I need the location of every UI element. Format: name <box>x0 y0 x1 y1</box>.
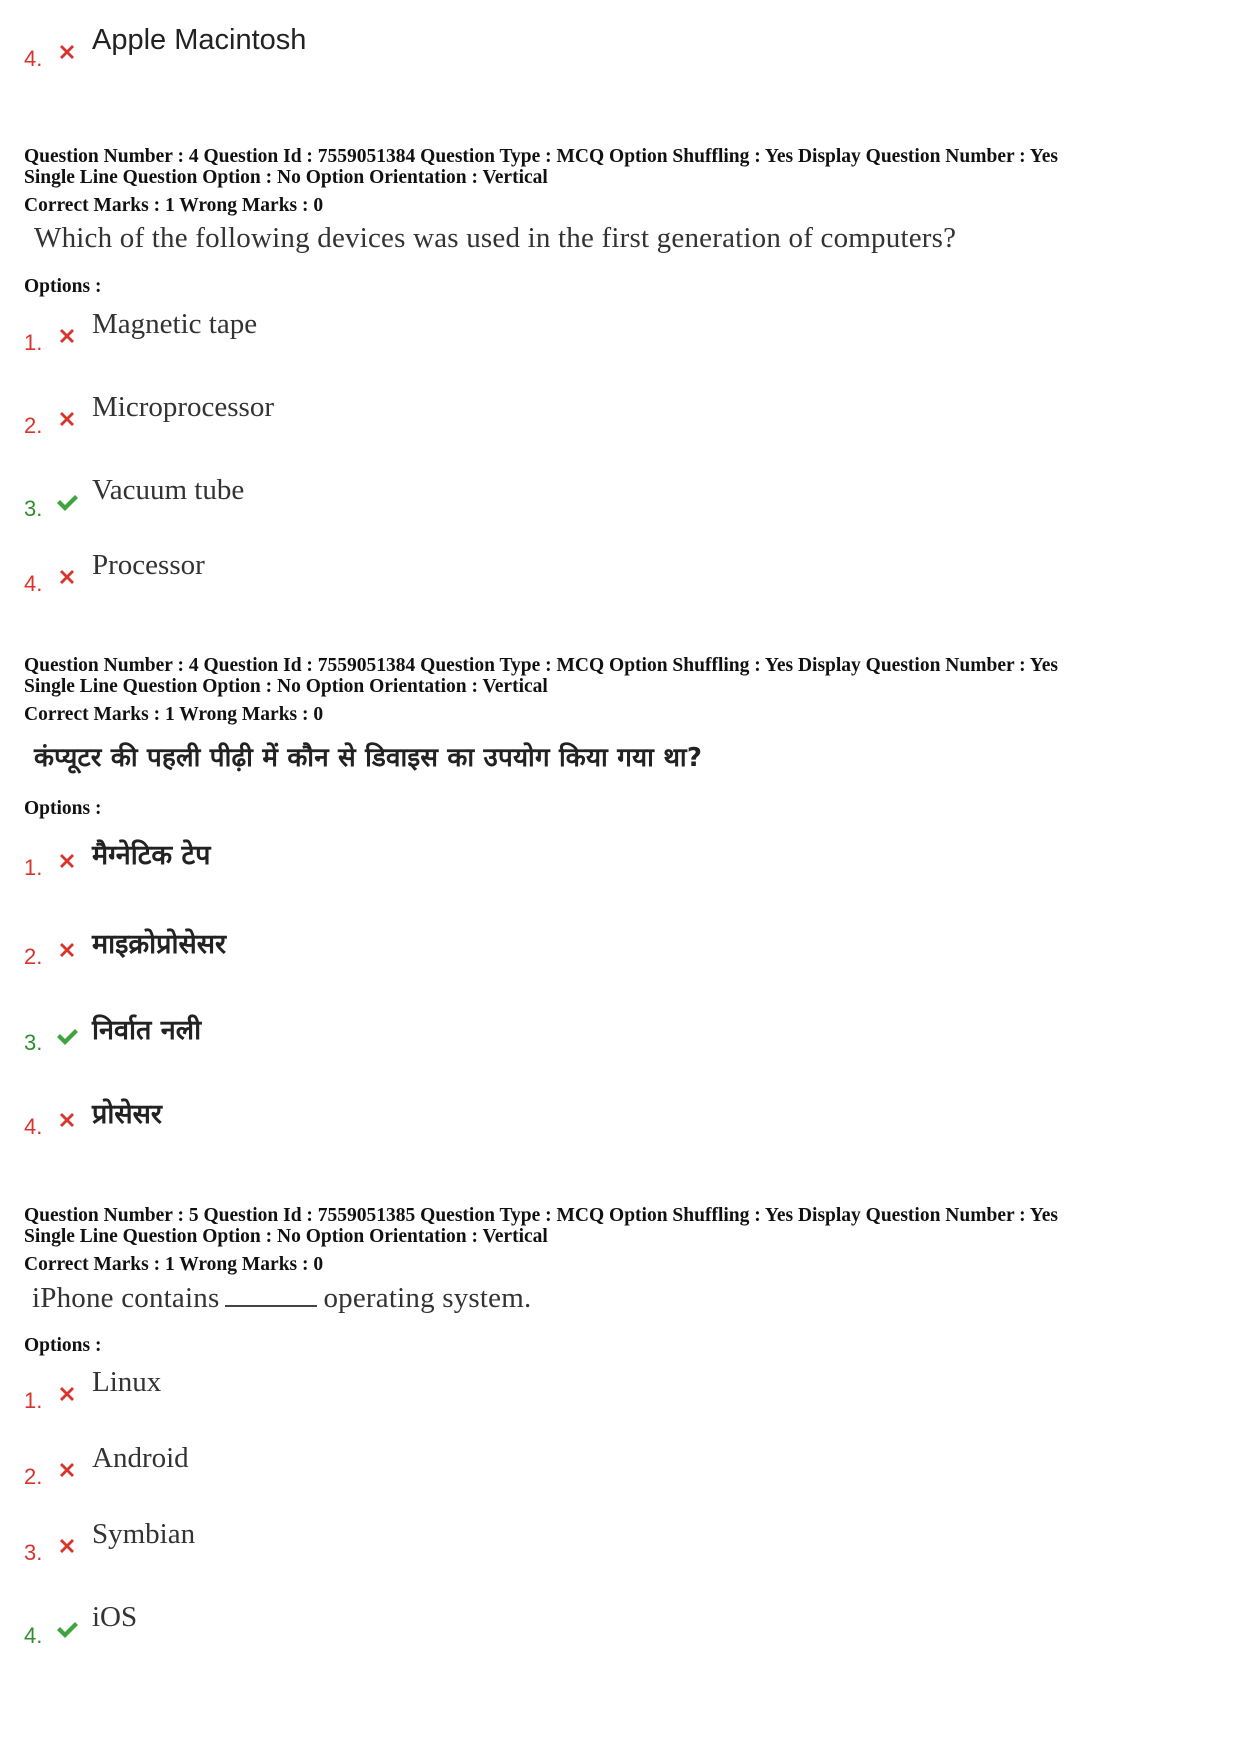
option-text: Processor <box>92 549 205 581</box>
option-number: 4. <box>24 1623 43 1648</box>
option-text: Android <box>92 1442 189 1474</box>
options-label: Options : <box>24 798 102 819</box>
option-text: प्रोसेसर <box>92 1099 162 1130</box>
check-icon <box>55 490 79 514</box>
option-text: Magnetic tape <box>92 308 258 340</box>
option-item <box>24 474 1024 528</box>
option-number: 4. <box>24 1114 43 1139</box>
option-number: 1. <box>24 855 43 880</box>
question-text <box>32 1282 531 1315</box>
question-text-before-blank: iPhone contains <box>32 1282 220 1314</box>
options-label: Options : <box>24 1335 102 1356</box>
option-item <box>24 840 1024 887</box>
option-number: 2. <box>24 1464 43 1489</box>
option-text: Apple Macintosh <box>92 24 307 56</box>
option-item <box>24 1442 1024 1496</box>
cross-icon <box>55 849 79 873</box>
option-item <box>24 1518 1024 1572</box>
option-text: iOS <box>92 1601 138 1633</box>
question-meta-line-2: Single Line Question Option : No Option Orientation : Vertical <box>24 676 548 697</box>
cross-icon <box>55 40 79 64</box>
cross-icon <box>55 938 79 962</box>
option-item <box>24 24 1024 78</box>
option-text: मैग्नेटिक टेप <box>92 840 211 871</box>
option-item <box>24 1099 1024 1146</box>
cross-icon <box>55 1382 79 1406</box>
option-number: 3. <box>24 1540 43 1565</box>
option-item <box>24 549 1024 603</box>
cross-icon <box>55 324 79 348</box>
option-item <box>24 308 1024 362</box>
option-number: 1. <box>24 330 43 355</box>
option-item <box>24 1366 1024 1420</box>
option-text: Microprocessor <box>92 391 275 423</box>
option-number: 2. <box>24 413 43 438</box>
option-number: 2. <box>24 944 43 969</box>
option-number: 3. <box>24 496 43 521</box>
option-item <box>24 391 1024 445</box>
cross-icon <box>55 1108 79 1132</box>
question-text: कंप्यूटर की पहली पीढ़ी में कौन से डिवाइस का उपयोग किया गया था? <box>34 743 703 773</box>
cross-icon <box>55 407 79 431</box>
option-text: Vacuum tube <box>92 474 245 506</box>
cross-icon <box>55 1534 79 1558</box>
question-marks: Correct Marks : 1 Wrong Marks : 0 <box>24 704 324 725</box>
option-text: Linux <box>92 1366 162 1398</box>
check-icon <box>55 1024 79 1048</box>
cross-icon <box>55 565 79 589</box>
question-meta-line-1: Question Number : 5 Question Id : 7559051385 Question Type : MCQ Option Shuffling : Yes Display Question Number : Yes <box>24 1205 1058 1226</box>
cross-icon <box>55 1458 79 1482</box>
question-marks: Correct Marks : 1 Wrong Marks : 0 <box>24 1254 324 1275</box>
options-label: Options : <box>24 276 102 297</box>
check-icon <box>55 1617 79 1641</box>
option-number: 4. <box>24 571 43 596</box>
option-item <box>24 929 1024 976</box>
option-item <box>24 1601 1024 1655</box>
option-text: निर्वात नली <box>92 1015 202 1046</box>
option-number: 4. <box>24 46 43 71</box>
option-number: 3. <box>24 1030 43 1055</box>
question-marks: Correct Marks : 1 Wrong Marks : 0 <box>24 195 324 216</box>
question-meta-line-1: Question Number : 4 Question Id : 7559051384 Question Type : MCQ Option Shuffling : Yes Display Question Number : Yes <box>24 146 1058 167</box>
fill-in-blank <box>225 1285 317 1307</box>
question-meta-line-1: Question Number : 4 Question Id : 7559051384 Question Type : MCQ Option Shuffling : Yes Display Question Number : Yes <box>24 655 1058 676</box>
option-item <box>24 1015 1024 1062</box>
question-text-after-blank: operating system. <box>323 1282 532 1314</box>
question-meta-line-2: Single Line Question Option : No Option Orientation : Vertical <box>24 167 548 188</box>
option-text: Symbian <box>92 1518 196 1550</box>
option-number: 1. <box>24 1388 43 1413</box>
question-text: Which of the following devices was used in the first generation of computers? <box>34 222 957 254</box>
option-text: माइक्रोप्रोसेसर <box>92 929 227 960</box>
question-meta-line-2: Single Line Question Option : No Option Orientation : Vertical <box>24 1226 548 1247</box>
